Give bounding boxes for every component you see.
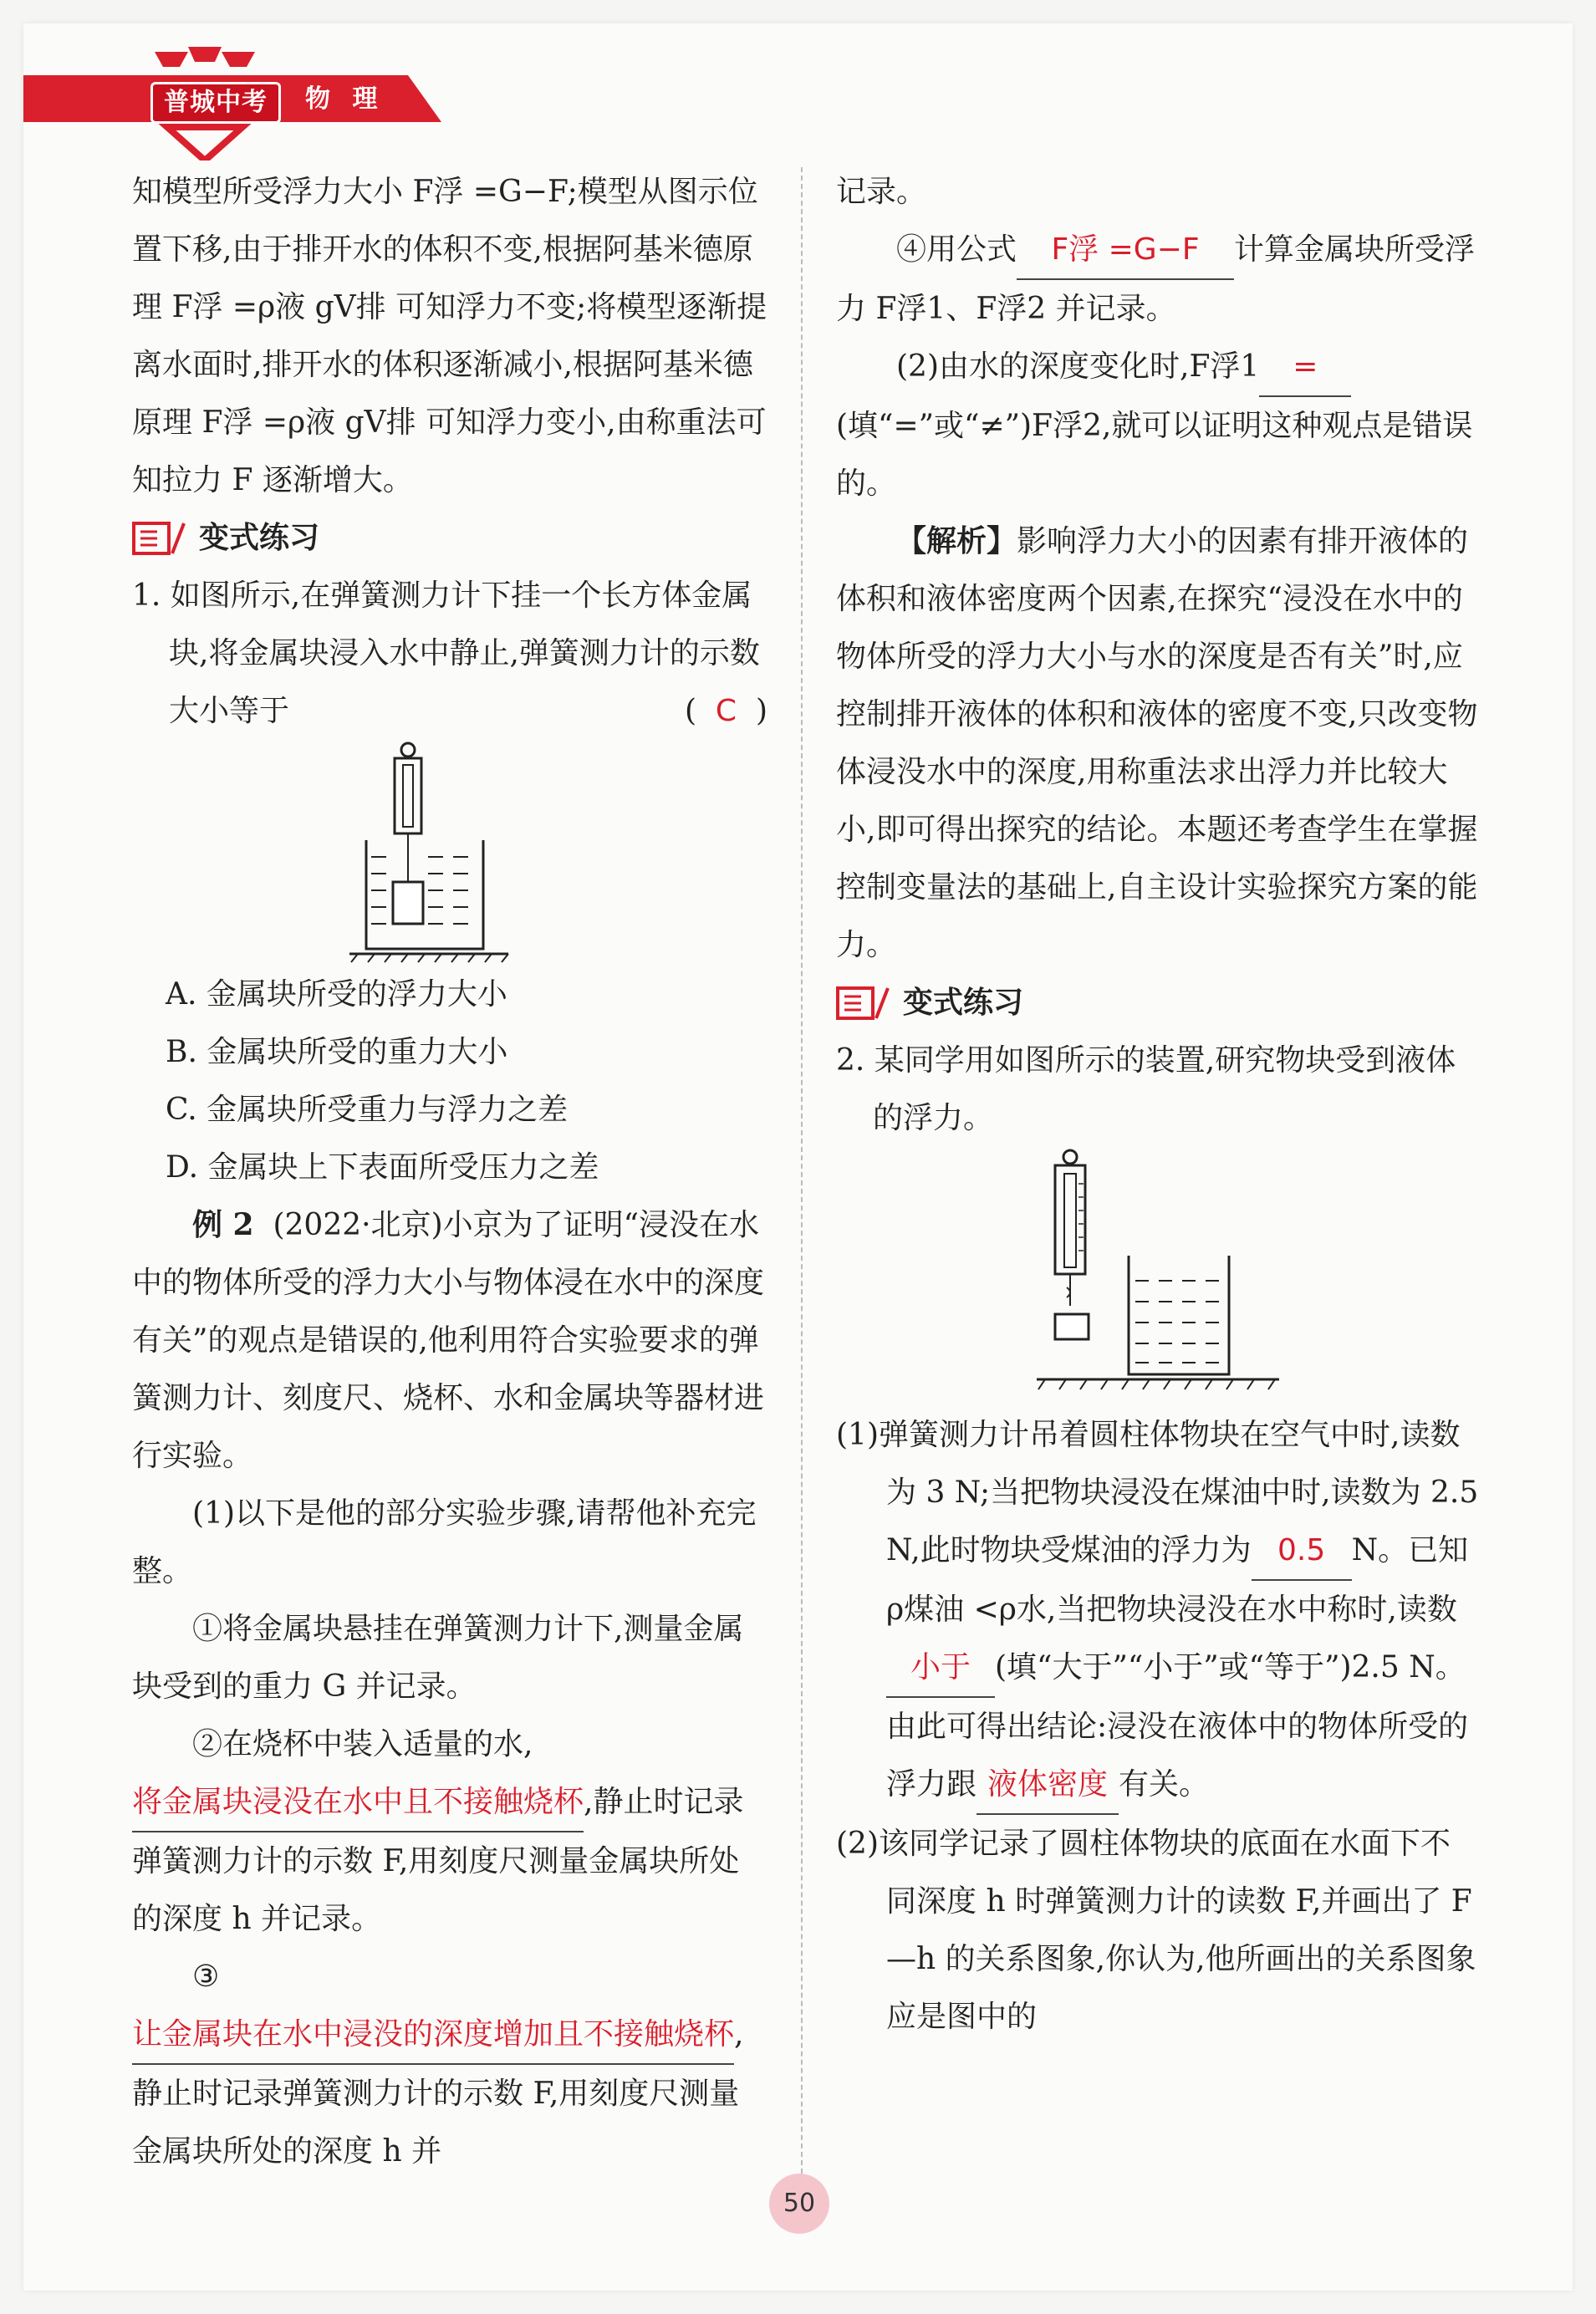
section-title: 变式练习	[903, 986, 1024, 1020]
step-2	[132, 1715, 767, 1948]
step-4	[836, 221, 1480, 338]
step-2-post: ,静止时记录弹簧测力计的示数 F,用刻度尺测量金属块所处的深度 h 并记录。	[132, 1785, 744, 1936]
option-c: C. 金属块所受重力与浮力之差	[166, 1093, 569, 1127]
example-2	[132, 1196, 767, 1485]
step-3-pre: ③	[192, 1960, 220, 1994]
step-4-post: 计算金属块所受浮力 F浮1、F浮2 并记录。	[836, 232, 1476, 326]
left-column	[132, 163, 767, 2180]
step-2-answer: 将金属块浸没在水中且不接触烧杯	[132, 1773, 584, 1832]
section-heading-2	[836, 974, 1480, 1032]
intro-paragraph: 知模型所受浮力大小 F浮 =G−F;模型从图示位置下移,由于排开水的体积不变,根据阿基米德原理 F浮 =ρ液 gV排 可知浮力不变;将模型逐渐提离水面时,排开水的体积逐渐减小,根据阿基米德原理 F浮 =ρ液 gV排 可知浮力变小,由称重法可知拉力 F 逐渐增大。	[132, 175, 767, 497]
section-heading-1	[132, 509, 767, 567]
option-a: A. 金属块所受的浮力大小	[166, 977, 507, 1012]
example-2-part-1: (1)以下是他的部分实验步骤,请帮他补充完整。	[132, 1496, 757, 1588]
question-2-part-2: (2)该同学记录了圆柱体物块的底面在水面下不同深度 h 时弹簧测力计的读数 F,并画出了 F—h 的关系图象,你认为,他所画出的关系图象应是图中的	[836, 1827, 1476, 2034]
question-2-stem: 2. 某同学用如图所示的装置,研究物块受到液体的浮力。	[836, 1043, 1456, 1135]
page-number: 50	[769, 2174, 829, 2234]
analysis-text: 影响浮力大小的因素有排开液体的体积和液体密度两个因素,在探究“浸没在水中的物体所受的浮力大小与水的深度是否有关”时,应控制排开液体的体积和液体的密度不变,只改变物体浸没水中的深度,用称重法求出浮力并比较大小,即可得出探究的结论。本题还考查学生在掌握控制变量法的基础上,自主设计实验探究方案的能力。	[836, 524, 1478, 962]
paren-open: (	[684, 694, 697, 728]
figure-spring-scale-beaker	[349, 740, 550, 966]
part-2-pre: (2)由水的深度变化时,F浮1	[896, 349, 1260, 384]
logo-text: 普城中考	[150, 82, 281, 124]
continued-text: 记录。	[836, 175, 927, 209]
part-2	[836, 338, 1480, 512]
q2-answer-reading: 小于	[886, 1639, 995, 1698]
q2-answer-buoyancy: 0.5	[1252, 1521, 1352, 1581]
example-2-text: (2022·北京)小京为了证明“浸没在水中的物体所受的浮力大小与物体浸在水中的深度有关”的观点是错误的,他利用符合实验要求的弹簧测力计、刻度尺、烧杯、水和金属块等器材进行实验。	[132, 1208, 765, 1473]
step-4-pre: ④用公式	[896, 232, 1017, 267]
paren-close: )	[755, 694, 767, 728]
step-3-post: ,静止时记录弹簧测力计的示数 F,用刻度尺测量金属块所处的深度 h 并	[132, 2017, 744, 2169]
q2-part1-text-c: (填“大于”“小于”或“等于”)2.5 N。由此可得出结论:浸没在液体中的物体所受的浮力跟	[886, 1650, 1469, 1802]
q2-part1-text-b: N。已知 ρ煤油 <ρ水,当把物块浸没在水中称时,读数	[886, 1533, 1469, 1627]
question-1-answer: C	[715, 694, 737, 728]
part-2-post: (填“=”或“≠”)F浮2,就可以证明这种观点是错误的。	[836, 409, 1473, 501]
question-1-choice	[684, 682, 767, 740]
section-title: 变式练习	[199, 521, 320, 555]
q2-answer-factor: 液体密度	[976, 1756, 1119, 1815]
figure-spring-scale-block-beaker	[1037, 1147, 1279, 1406]
column-divider	[801, 167, 803, 2174]
step-2-pre: ②在烧杯中装入适量的水,	[192, 1727, 533, 1761]
book-icon	[132, 520, 187, 557]
step-3	[132, 1948, 767, 2180]
step-4-answer: F浮 =G−F	[1017, 221, 1234, 280]
right-column	[836, 163, 1480, 2046]
example-2-label: 例 2	[192, 1207, 254, 1242]
analysis-label: 【解析】	[896, 523, 1017, 558]
book-icon	[836, 985, 891, 1022]
q2-part1-text-a: (1)弹簧测力计吊着圆柱体物块在空气中时,读数为 3 N;当把物块浸没在煤油中时,读数为 2.5 N,此时物块受煤油的浮力为	[836, 1418, 1479, 1567]
q2-part1-text-d: 有关。	[1119, 1767, 1210, 1802]
question-1-text: 1. 如图所示,在弹簧测力计下挂一个长方体金属块,将金属块浸入水中静止,弹簧测力计的示数大小等于	[132, 578, 760, 728]
question-1-stem	[132, 567, 767, 740]
option-b: B. 金属块所受的重力大小	[166, 1035, 508, 1069]
analysis	[836, 512, 1480, 974]
option-d: D. 金属块上下表面所受压力之差	[166, 1150, 599, 1185]
step-1: ①将金属块悬挂在弹簧测力计下,测量金属块受到的重力 G 并记录。	[132, 1612, 744, 1704]
subject-label: 物 理	[305, 84, 385, 114]
step-3-answer: 让金属块在水中浸没的深度增加且不接触烧杯	[132, 2006, 734, 2065]
part-2-answer: =	[1259, 338, 1351, 397]
question-2-part-1	[836, 1406, 1480, 1815]
